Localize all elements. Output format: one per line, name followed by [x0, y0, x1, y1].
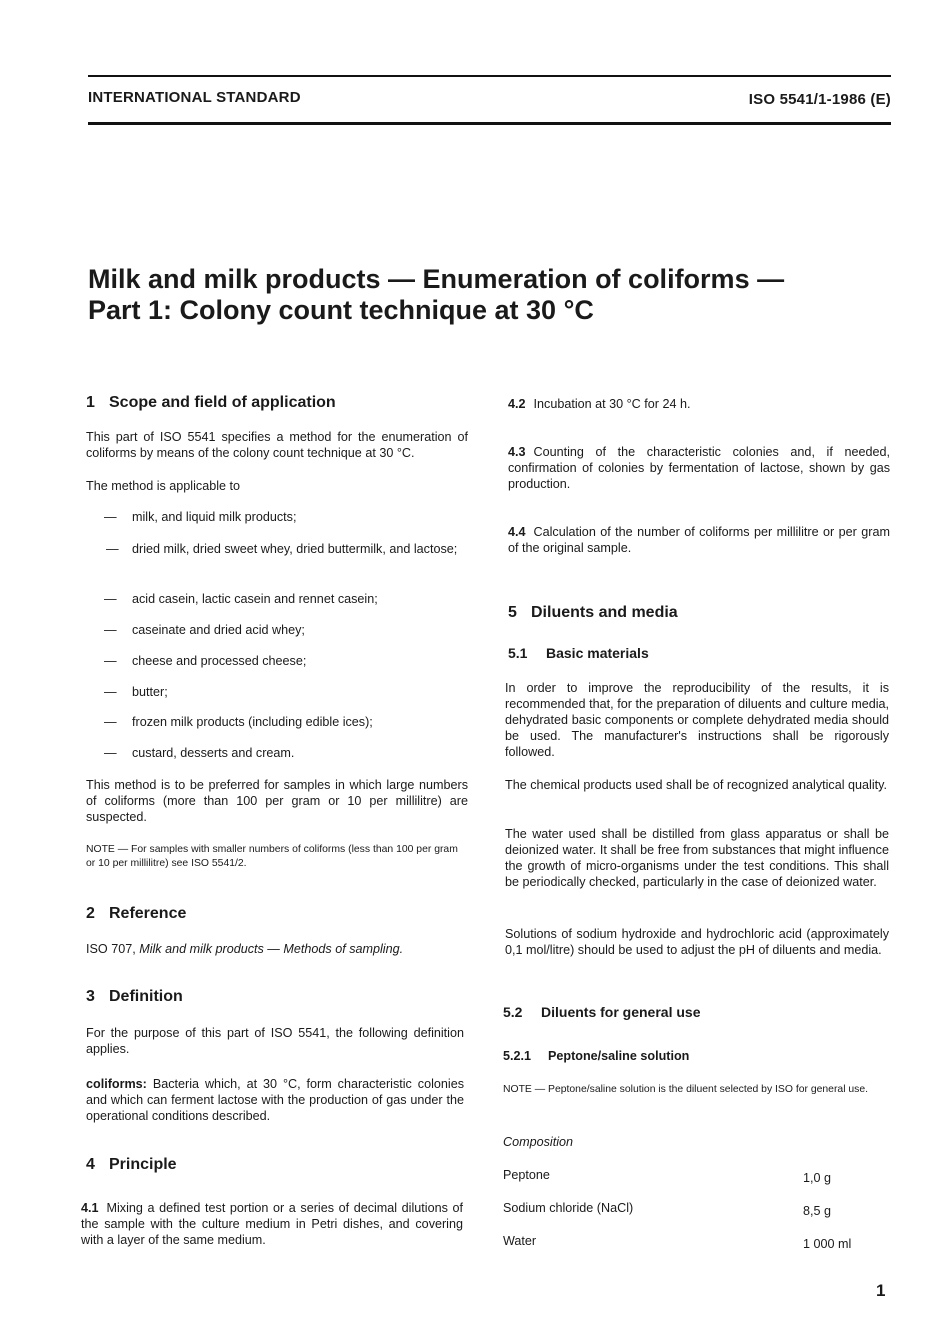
- composition-label: Composition: [503, 1135, 573, 1149]
- clause-4-3: [508, 444, 890, 492]
- subsection-5-1-heading: [508, 645, 892, 661]
- list-item: — milk, and liquid milk products;: [104, 510, 297, 524]
- page-number: 1: [876, 1281, 886, 1300]
- composition-row-amount: 8,5 g: [803, 1204, 832, 1218]
- composition-row-name: Peptone: [503, 1168, 550, 1182]
- clause-4-4-number: 4.4: [508, 525, 526, 539]
- composition-row-name: Water: [503, 1234, 537, 1248]
- clause-4-2-number: 4.2: [508, 397, 526, 411]
- section-5-number: 5: [508, 604, 517, 621]
- clause-4-1-text: Mixing a defined test portion or a series of decimal dilutions of the sample with the culture medium in Petri dishes, and covering with a layer of the same medium.: [81, 1201, 463, 1247]
- header-standard-label: INTERNATIONAL STANDARD: [88, 89, 301, 106]
- section-5-heading: [508, 604, 892, 622]
- subsection-5-2-1-title: Peptone/saline solution: [548, 1049, 690, 1063]
- clause-4-2-text: Incubation at 30 °C for 24 h.: [533, 397, 691, 411]
- header-reference: ISO 5541/1-1986 (E): [748, 91, 891, 108]
- section-1-paragraph-1: This part of ISO 5541 specifies a method for the enumeration of coliforms by means of the colony count technique at 30 °C.: [86, 430, 468, 460]
- section-3-title: Definition: [109, 988, 183, 1005]
- composition-row-amount: 1,0 g: [803, 1171, 832, 1185]
- section-5-title: Diluents and media: [531, 604, 678, 621]
- section-4-title: Principle: [109, 1156, 177, 1173]
- section-2-heading: [86, 905, 468, 923]
- section-3-definition: [86, 1076, 464, 1124]
- list-item: — caseinate and dried acid whey;: [104, 623, 305, 637]
- list-item: — acid casein, lactic casein and rennet casein;: [104, 592, 378, 606]
- section-4-number: 4: [86, 1156, 95, 1173]
- section-1-paragraph-3: This method is to be preferred for samples in which large numbers of coliforms (more than 100 per gram or 10 per millilitre) are suspected.: [86, 778, 468, 824]
- composition-row-amount: 1 000 ml: [803, 1237, 852, 1251]
- list-item: — custard, desserts and cream.: [104, 746, 295, 760]
- subsection-5-2-title: Diluents for general use: [541, 1004, 701, 1020]
- section-5-paragraph-3: The water used shall be distilled from glass apparatus or shall be deionized water. It shall be free from substances that might influence the growth of micro-organisms under the test conditions. This shall be periodically checked, particularly in the case of deionized water.: [505, 827, 889, 889]
- reference-code: ISO 707,: [86, 942, 136, 956]
- header-top-rule: [88, 75, 891, 77]
- section-3-number: 3: [86, 988, 95, 1005]
- section-1-number: 1: [86, 394, 95, 411]
- page-title-line2: Part 1: Colony count technique at 30 °C: [88, 295, 594, 325]
- section-5-note: NOTE — Peptone/saline solution is the diluent selected by ISO for general use.: [503, 1084, 869, 1095]
- list-item: — cheese and processed cheese;: [104, 654, 307, 668]
- page-title-line1: Milk and milk products — Enumeration of coliforms —: [88, 264, 785, 294]
- subsection-5-1-number: 5.1: [508, 645, 528, 661]
- section-3-paragraph: For the purpose of this part of ISO 5541, the following definition applies.: [86, 1026, 464, 1056]
- subsection-5-2-1-heading: [503, 1049, 887, 1063]
- section-1-heading: [86, 394, 468, 412]
- list-item: — dried milk, dried sweet whey, dried buttermilk, and lactose;: [106, 542, 458, 556]
- section-5-paragraph-2: The chemical products used shall be of recognized analytical quality.: [505, 778, 887, 792]
- clause-4-4: [508, 524, 890, 556]
- section-3-heading: [86, 988, 468, 1006]
- reference-title: Milk and milk products — Methods of sampling.: [139, 942, 404, 956]
- clause-4-3-text: Counting of the characteristic colonies and, if needed, confirmation of colonies by fermentation of lactose, shown by gas production.: [508, 445, 890, 491]
- section-2-title: Reference: [109, 905, 187, 922]
- list-item: — butter;: [104, 685, 168, 699]
- section-4-heading: [86, 1156, 468, 1174]
- header-bottom-rule: [88, 122, 891, 125]
- clause-4-1-number: 4.1: [81, 1201, 99, 1215]
- subsection-5-2-number: 5.2: [503, 1004, 523, 1020]
- subsection-5-1-title: Basic materials: [546, 645, 649, 661]
- section-5-paragraph-1: In order to improve the reproducibility of the results, it is recommended that, for the preparation of diluents and culture media, dehydrated basic components or complete dehydrated media should be used. The manufacturer's instructions shall be rigorously followed.: [505, 681, 889, 759]
- definition-text: Bacteria which, at 30 °C, form characteristic colonies and which can ferment lactose with the production of gas under the operational conditions described.: [86, 1077, 464, 1123]
- clause-4-2: [508, 396, 892, 412]
- definition-term: coliforms:: [86, 1077, 147, 1091]
- clause-4-3-number: 4.3: [508, 445, 526, 459]
- section-2-number: 2: [86, 905, 95, 922]
- subsection-5-2-heading: [503, 1004, 887, 1020]
- section-1-title: Scope and field of application: [109, 394, 336, 411]
- composition-row-name: Sodium chloride (NaCl): [503, 1201, 634, 1215]
- section-1-note: NOTE — For samples with smaller numbers of coliforms (less than 100 per gram or 10 per millilitre) see ISO 5541/2.: [86, 844, 458, 869]
- subsection-5-2-1-number: 5.2.1: [503, 1049, 532, 1063]
- list-item: — frozen milk products (including edible ices);: [104, 715, 373, 729]
- clause-4-1: [81, 1200, 463, 1248]
- clause-4-4-text: Calculation of the number of coliforms per millilitre or per gram of the original sample.: [508, 525, 890, 555]
- section-1-paragraph-2: The method is applicable to: [86, 479, 241, 493]
- section-5-paragraph-4: Solutions of sodium hydroxide and hydrochloric acid (approximately 0,1 mol/litre) should be used to adjust the pH of diluents and media.: [505, 927, 889, 957]
- section-2-reference: [86, 941, 468, 957]
